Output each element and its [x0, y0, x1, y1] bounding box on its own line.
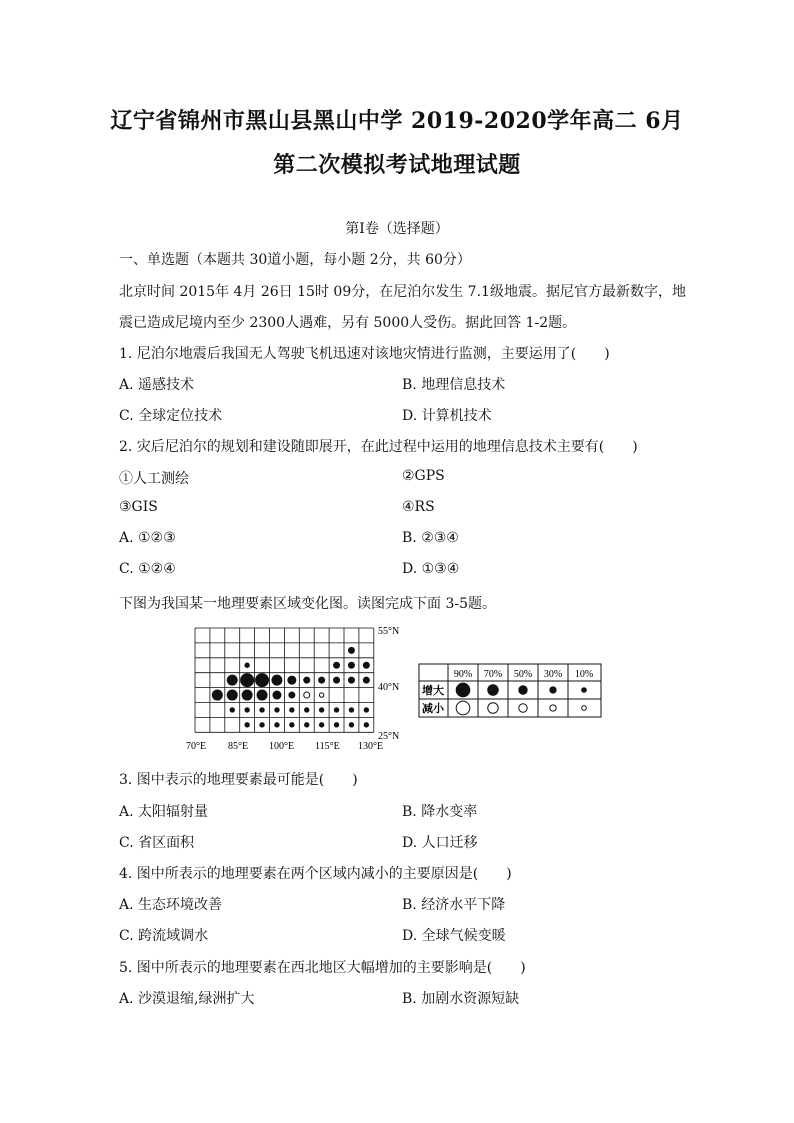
choice-item: ④RS	[402, 499, 435, 515]
legend-decrease-symbol	[456, 701, 470, 715]
legend-increase-symbol	[550, 687, 556, 693]
increase-symbol	[349, 708, 353, 712]
question-stem: 4. 图中所表示的地理要素在两个区域内减小的主要原因是( )	[119, 866, 512, 882]
increase-symbol	[290, 708, 294, 712]
increase-symbol	[289, 692, 295, 698]
increase-symbol	[245, 663, 249, 667]
increase-symbol	[227, 675, 237, 685]
lat-label-55n: 55°N	[378, 626, 400, 637]
option-c[interactable]: C. 跨流域调水	[119, 928, 209, 944]
lat-label-25n: 25°N	[378, 731, 400, 742]
increase-symbol	[334, 677, 340, 683]
region-change-grid-map	[180, 622, 420, 754]
option-b[interactable]: B. 降水变率	[402, 804, 478, 820]
lon-label-100e: 100°E	[269, 741, 295, 752]
increase-symbol	[227, 690, 237, 700]
question-stem: 1. 尼泊尔地震后我国无人驾驶飞机迅速对该地灾情进行监测，主要运用了( )	[119, 346, 610, 362]
legend-row-label-decrease: 减小	[422, 702, 444, 715]
lon-label-115e: 115°E	[315, 741, 340, 752]
increase-symbol	[260, 723, 264, 727]
increase-symbol	[319, 708, 323, 712]
lon-label-85e: 85°E	[228, 741, 249, 752]
increase-symbol	[212, 690, 222, 700]
legend-decrease-symbol	[488, 703, 499, 714]
choice-item: ①人工测绘	[119, 471, 189, 487]
decrease-symbol	[319, 693, 323, 697]
option-a[interactable]: A. ①②③	[119, 530, 176, 546]
increase-symbol	[364, 723, 368, 727]
legend-header: 90%	[453, 669, 473, 680]
option-c[interactable]: C. 全球定位技术	[119, 408, 223, 424]
increase-symbol	[272, 675, 282, 685]
option-b[interactable]: B. 经济水平下降	[402, 897, 506, 913]
increase-symbol	[349, 723, 353, 727]
option-d[interactable]: D. 计算机技术	[402, 408, 492, 424]
increase-symbol	[260, 708, 264, 712]
choice-item: ②GPS	[402, 468, 445, 484]
intro-line: 震已造成尼境内至少 2300人遇难，另有 5000人受伤。据此回答 1-2题。	[119, 315, 577, 331]
option-b[interactable]: B. 加剧水资源短缺	[402, 991, 520, 1007]
question-stem: 2. 灾后尼泊尔的规划和建设随即展开，在此过程中运用的地理信息技术主要有( )	[119, 439, 638, 455]
option-b[interactable]: B. ②③④	[402, 530, 459, 546]
increase-symbol	[334, 723, 338, 727]
increase-symbol	[364, 708, 368, 712]
intro-line: 北京时间 2015年 4月 26日 15时 09分，在尼泊尔发生 7.1级地震。据尼官方最新数字，地	[119, 284, 686, 300]
option-c[interactable]: C. 省区面积	[119, 835, 195, 851]
increase-symbol	[275, 723, 279, 727]
part-heading: 一、单选题（本题共 30道小题，每小题 2分，共 60分）	[119, 252, 471, 268]
figure-intro: 下图为我国某一地理要素区域变化图。读图完成下面 3-5题。	[119, 596, 496, 612]
option-a[interactable]: A. 太阳辐射量	[119, 804, 209, 820]
section-heading: 第Ⅰ卷（选择题）	[345, 221, 449, 237]
grid-symbols	[212, 647, 369, 727]
legend-decrease-symbol	[582, 706, 587, 711]
increase-symbol	[305, 708, 309, 712]
option-a[interactable]: A. 遥感技术	[119, 377, 195, 393]
increase-symbol	[230, 708, 234, 712]
increase-symbol	[275, 708, 279, 712]
legend-decrease-symbol	[519, 704, 527, 712]
increase-symbol	[273, 691, 281, 699]
option-b[interactable]: B. 地理信息技术	[402, 377, 506, 393]
legend-increase-symbol	[456, 683, 470, 697]
option-d[interactable]: D. 全球气候变暖	[402, 928, 506, 944]
increase-symbol	[288, 676, 296, 684]
increase-symbol	[334, 662, 340, 668]
increase-symbol	[245, 723, 249, 727]
increase-symbol	[304, 677, 310, 683]
legend-header: 70%	[483, 669, 503, 680]
lon-label-70e: 70°E	[186, 741, 207, 752]
figure-legend	[418, 663, 602, 719]
exam-title-line1: 辽宁省锦州市黑山县黑山中学 2019-2020学年高二 6月	[110, 108, 684, 134]
option-c[interactable]: C. ①②④	[119, 561, 176, 577]
grid-lines	[195, 628, 374, 732]
increase-symbol	[241, 674, 254, 687]
exam-title-line2: 第二次模拟考试地理试题	[273, 152, 521, 178]
increase-symbol	[290, 723, 294, 727]
legend-increase-symbol	[582, 688, 587, 693]
legend-row-label-increase: 增大	[422, 684, 444, 697]
increase-symbol	[334, 708, 338, 712]
increase-symbol	[348, 647, 354, 653]
legend-header: 10%	[574, 669, 594, 680]
legend-header: 30%	[543, 669, 563, 680]
increase-symbol	[319, 677, 325, 683]
legend-increase-symbol	[488, 685, 499, 696]
increase-symbol	[257, 690, 267, 700]
option-d[interactable]: D. 人口迁移	[402, 835, 478, 851]
increase-symbol	[319, 723, 323, 727]
question-stem: 3. 图中表示的地理要素最可能是( )	[119, 772, 358, 788]
increase-symbol	[363, 677, 369, 683]
option-a[interactable]: A. 沙漠退缩,绿洲扩大	[119, 991, 255, 1007]
increase-symbol	[363, 662, 369, 668]
increase-symbol	[348, 677, 354, 683]
legend-increase-symbol	[519, 686, 527, 694]
question-stem: 5. 图中所表示的地理要素在西北地区大幅增加的主要影响是( )	[119, 960, 526, 976]
legend-header: 50%	[513, 669, 533, 680]
lon-label-130e: 130°E	[358, 741, 384, 752]
decrease-symbol	[304, 692, 310, 698]
legend-decrease-symbol	[550, 705, 556, 711]
lat-label-40n: 40°N	[378, 682, 400, 693]
increase-symbol	[245, 708, 249, 712]
increase-symbol	[348, 662, 354, 668]
increase-symbol	[242, 690, 252, 700]
increase-symbol	[305, 723, 309, 727]
increase-symbol	[256, 674, 269, 687]
option-a[interactable]: A. 生态环境改善	[119, 897, 223, 913]
option-d[interactable]: D. ①③④	[402, 561, 460, 577]
choice-item: ③GIS	[119, 499, 158, 515]
